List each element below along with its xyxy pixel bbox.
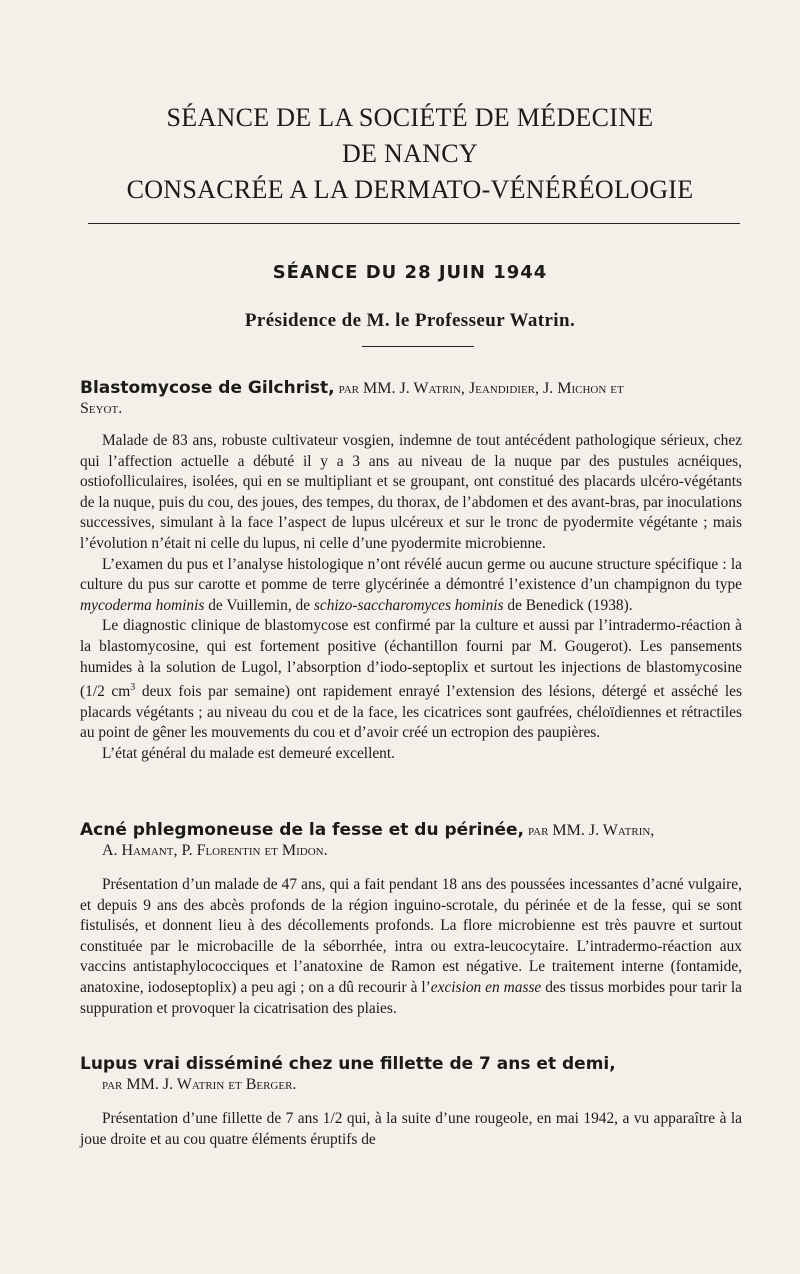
- seance-date: SÉANCE DU 28 JUIN 1944: [272, 262, 548, 283]
- article-title-line: [80, 1054, 742, 1075]
- article-authors: par MM. J. Watrin et Berger.: [102, 1076, 297, 1093]
- paragraph: L’état général du malade est demeuré excellent.: [102, 745, 395, 763]
- article-title-line: [80, 378, 742, 399]
- article-authors: par MM. J. Watrin, Jeandidier, J. Michon et: [334, 380, 624, 397]
- session-header: [80, 100, 740, 208]
- article-authors-cont: Seyot.: [80, 400, 123, 417]
- article-lupus: [80, 1054, 742, 1150]
- paragraph: Le diagnostic clinique de blastomycose est confirmé par la culture et aussi par l’intradermo-réaction à la blastomycosine, qui est fortement positive (échantillon fourni par M. Gougerot). Les pansements humides à la solution de Lugol, l’absorption d’iodo-septoplix et surtout les injections de blastomycosine (1/2 $cm^3$ deux fois par semaine) ont rapidement enrayé l’extension des lésions, détergé et asséché les placards végétants ; au niveau du cou et de la face, les cicatrices sont gaufrées, chéloïdiennes et rétractiles au point de gêner les mouvements du cou et d’avoir créé un ectropion des paupières.: [80, 617, 742, 742]
- header-line-2: DE NANCY: [341, 139, 478, 168]
- header-divider: [88, 223, 740, 224]
- paragraph: Malade de 83 ans, robuste cultivateur vosgien, indemne de tout antécédent pathologique sérieux, chez qui l’affection actuelle a débuté il y a 3 ans au niveau de la nuque par des pustules acnéiques, ostiofolliculaires, isolées, qui en se multipliant et se groupant, ont constitué des placards ulcéro-végétants de la nuque, puis du cou, des joues, des tempes, du thorax, de l’abdomen et des avant-bras, par inoculations successives, simulant à la face l’aspect de lupus ulcéreux et sur le tronc de pyodermite végétante ; mais l’évolution n’était ni celle du lupus, ni celle d’une pyodermite microbienne.: [80, 432, 742, 552]
- header-line-1: SÉANCE DE LA SOCIÉTÉ DE MÉDECINE: [166, 103, 654, 132]
- article-title: Acné phlegmoneuse de la fesse et du périnée,: [80, 820, 525, 840]
- paragraph: Présentation d’un malade de 47 ans, qui a fait pendant 18 ans des poussées incessantes d’acné vulgaire, et depuis 9 ans des abcès profonds de la région inguino-scrotale, du périnée et de la fesse, qui se sont fistulisés, et donnent lieu à des décollements profonds. La flore microbienne est très pauvre et surtout constituée par le microbacille de la séborrhée, intra ou extra-leucocytaire. L’intradermo-réaction aux vaccins antistaphylococciques et l’anatoxine de Ramon est négative. Le traitement interne (fontamide, anatoxine, iodoseptoplix) a peu agi ; on a dû recourir à l’excision en masse des tissus morbides pour tarir la suppuration et provoquer la cicatrisation des plaies.: [80, 876, 742, 1017]
- header-line-3: CONSACRÉE A LA DERMATO-VÉNÉRÉOLOGIE: [126, 175, 694, 204]
- article-blastomycose: [80, 378, 742, 765]
- paragraph: L’examen du pus et l’analyse histologique n’ont révélé aucun germe ou aucune structure spécifique : la culture du pus sur carotte et pomme de terre glycérinée a démontré l’existence d’un champignon du type mycoderma hominis de Vuillemin, de schizo-saccharomyces hominis de Benedick (1938).: [80, 555, 742, 614]
- article-title-line: [80, 820, 742, 841]
- article-authors: par MM. J. Watrin,: [524, 822, 655, 839]
- short-divider: [362, 346, 474, 347]
- paragraph: Présentation d’une fillette de 7 ans 1/2 qui, à la suite d’une rougeole, en mai 1942, a vu apparaître à la joue droite et au cou quatre éléments éruptifs de: [80, 1110, 742, 1148]
- presidence-line: Présidence de M. le Professeur Watrin.: [244, 310, 576, 331]
- article-title: Lupus vrai disséminé chez une fillette de 7 ans et demi,: [80, 1054, 616, 1074]
- article-title: Blastomycose de Gilchrist,: [80, 378, 335, 398]
- article-acne: [80, 820, 742, 1019]
- article-authors-cont: A. Hamant, P. Florentin et Midon.: [102, 842, 328, 859]
